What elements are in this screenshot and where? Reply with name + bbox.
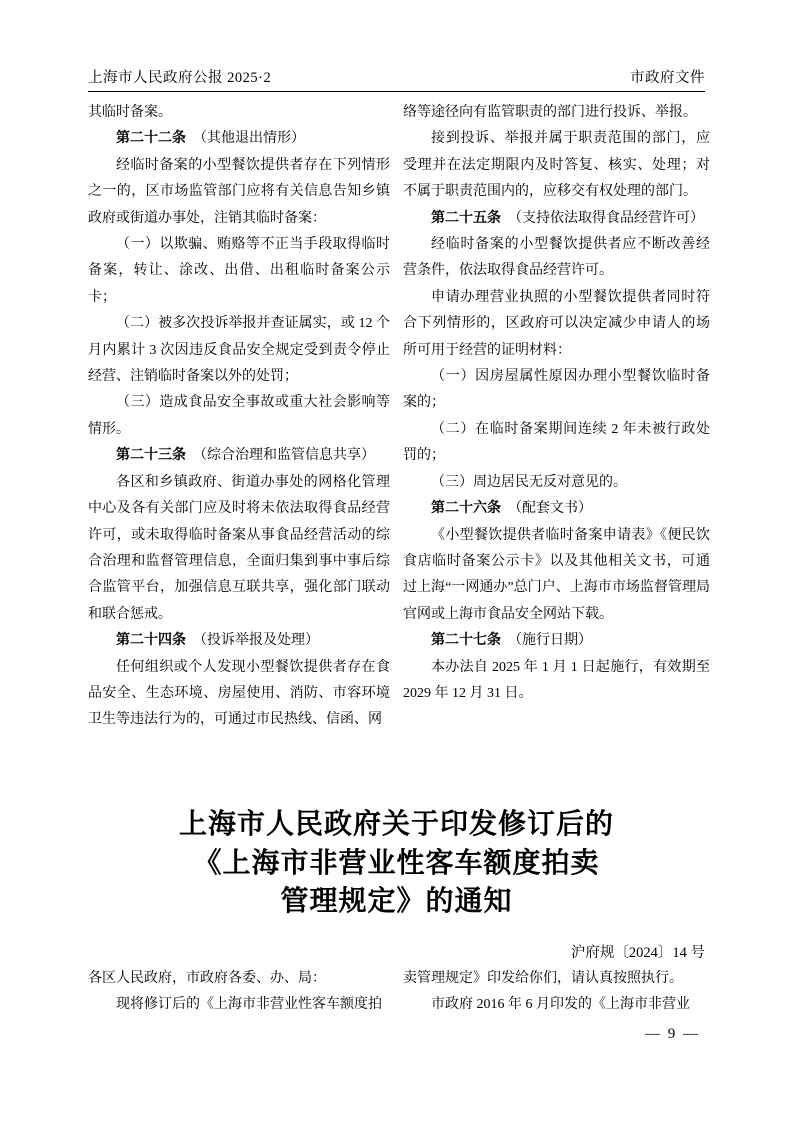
notice-paragraph: 市政府 2016 年 6 月印发的《上海市非营业 (431, 997, 690, 1013)
gazette-header-section: 市政府文件 (630, 70, 705, 86)
article-paragraph: 各区和乡镇政府、街道办事处的网格化管理中心及各有关部门应及时将未依法取得食品经营许可，或未取得临时备案从事食品经营活动的综合治理和监督管理信息，全面归集到事中事后综合监管平台，加强信息互联共享，强化部门联动和联合惩戒。 (88, 474, 390, 622)
notice-title-line-1: 上海市人民政府关于印发修订后的 (178, 809, 614, 840)
article-heading-title: （配套文书） (508, 501, 592, 517)
article-paragraph: 《小型餐饮提供者临时备案申请表》《便民饮食店临时备案公示卡》以及其他相关文书，可通过上海“一网通办”总门户、上海市市场监督管理局官网或上海市食品安全网站下载。 (403, 527, 710, 622)
notice-paragraph: 卖管理规定》印发给你们，请认真按照执行。 (403, 971, 683, 986)
notice-title-line-2: 《上海市非营业性客车额度拍卖 (193, 847, 600, 879)
article-number: 第二十七条 (431, 633, 501, 649)
notice-column-right (403, 966, 710, 1019)
article-paragraph: 其临时备案。 (88, 105, 172, 120)
article-paragraph: 络等途径向有监管职责的部门进行投诉、举报。 (403, 105, 697, 120)
article-paragraph: 本办法自 2025 年 1 月 1 日起施行，有效期至 2029 年 12 月 31 日。 (403, 659, 710, 701)
article-heading-title: （施行日期） (508, 633, 592, 649)
article-column-left (88, 100, 390, 734)
article-heading-title: （其他退出情形） (193, 131, 305, 147)
notice-title (88, 806, 705, 922)
document-number: 沪府规〔2024〕14 号 (570, 945, 705, 961)
article-heading (403, 496, 710, 522)
article-number: 第二十四条 (116, 633, 186, 649)
gazette-header-title: 上海市人民政府公报 2025·2 (88, 70, 272, 86)
article-number: 第二十二条 (116, 131, 186, 147)
article-heading (88, 443, 390, 469)
page-number: — 9 — (645, 1026, 700, 1042)
article-heading (403, 206, 710, 232)
article-number: 第二十六条 (431, 501, 501, 517)
article-paragraph: 经临时备案的小型餐饮提供者存在下列情形之一的，区市场监管部门应将有关信息告知乡镇政府或街道办事处，注销其临时备案： (88, 157, 390, 226)
notice-title-line-3: 管理规定》的通知 (280, 886, 513, 917)
article-paragraph: 申请办理营业执照的小型餐饮提供者同时符合下列情形的，区政府可以决定减少申请人的场所可用于经营的证明材料： (403, 289, 710, 358)
article-column-right (403, 100, 710, 707)
article-heading-title: （综合治理和监管信息共享） (193, 448, 375, 464)
article-heading-title: （支持依法取得食品经营许可） (508, 210, 704, 226)
article-paragraph: （二）被多次投诉举报并查证属实，或 12 个月内累计 3 次因违反食品安全规定受到责令停止经营、注销临时备案以外的处罚； (88, 316, 390, 385)
notice-paragraph: 现将修订后的《上海市非营业性客车额度拍 (116, 997, 382, 1013)
article-heading-title: （投诉举报及处理） (193, 633, 319, 649)
article-paragraph: 接到投诉、举报并属于职责范围的部门，应受理并在法定期限内及时答复、核实、处理；对不属于职责范围内的，应移交有权处理的部门。 (403, 131, 710, 200)
header-divider (88, 91, 705, 92)
article-paragraph: 经临时备案的小型餐饮提供者应不断改善经营条件，依法取得食品经营许可。 (403, 237, 710, 279)
article-heading (403, 628, 710, 654)
article-paragraph: （一）以欺骗、贿赂等不正当手段取得临时备案，转让、涂改、出借、出租临时备案公示卡； (88, 237, 390, 305)
notice-column-left (88, 966, 390, 1019)
article-paragraph: 任何组织或个人发现小型餐饮提供者存在食品安全、生态环境、房屋使用、消防、市容环境卫生等违法行为的，可通过市民热线、信函、网 (88, 659, 390, 728)
article-heading (88, 628, 390, 654)
article-paragraph: （三）周边居民无反对意见的。 (431, 474, 627, 490)
article-paragraph: （三）造成食品安全事故或重大社会影响等情形。 (88, 395, 390, 437)
article-paragraph: （一）因房屋属性原因办理小型餐饮临时备案的； (403, 369, 710, 411)
notice-salutation: 各区人民政府，市政府各委、办、局： (88, 971, 326, 986)
article-paragraph: （二）在临时备案期间连续 2 年未被行政处罚的； (403, 421, 710, 464)
article-number: 第二十五条 (431, 210, 501, 226)
article-heading (88, 126, 390, 152)
article-number: 第二十三条 (116, 448, 186, 464)
